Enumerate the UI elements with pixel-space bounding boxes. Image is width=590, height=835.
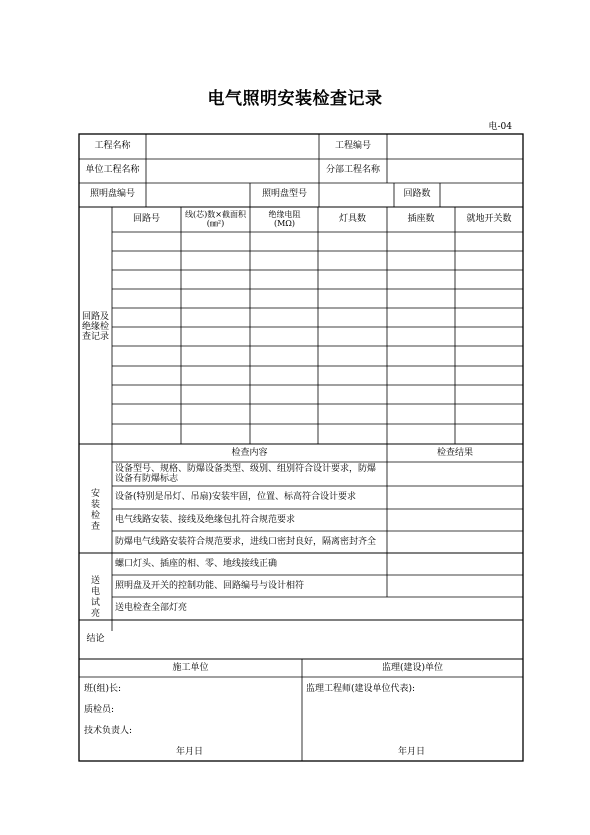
column-local-switch-count: 就地开关数 [466,214,512,224]
column-lamp-count: 灯具数 [338,214,366,224]
supervisor-label: 监理工程师(建设单位代表): [306,684,416,694]
install-item-1: 设备型号、规格、防爆设备类型、级别、组别符合设计要求，防爆设备有防爆标志 [115,464,377,484]
install-section-label: 安装检查 [90,489,100,532]
circuit-count-label: 回路数 [403,189,431,199]
column-socket-count: 插座数 [407,214,435,224]
inspector-label: 质检员: [84,705,115,715]
circuit-section-label: 回路及绝缘检查记录 [81,312,109,342]
power-item-1: 螺口灯头、插座的相、零、地线接线正确 [115,559,278,569]
project-no-label: 工程编号 [334,141,371,151]
column-wire-section: 线(芯)数×截面积(㎜²) [185,210,246,228]
power-item-3: 送电检查全部灯亮 [115,603,188,613]
team-leader-label: 班(组)长: [84,684,122,694]
date-right: 年月日 [398,747,426,757]
unit-project-name-label: 单位工程名称 [85,165,140,175]
power-item-2: 照明盘及开关的控制功能、回路编号与设计相符 [115,581,305,591]
column-insulation-resistance: 绝缘电阻(MΩ) [268,210,301,228]
document-code: 电-04 [488,122,512,132]
supervision-unit-label: 监理(建设)单位 [381,663,444,673]
power-test-section-label: 送电试亮 [90,576,100,619]
tech-lead-label: 技术负责人: [84,726,133,736]
install-item-4: 防爆电气线路安装符合规范要求，进线口密封良好，隔离密封齐全 [115,537,377,547]
check-content-header: 检查内容 [231,448,268,458]
install-item-2: 设备(特别是吊灯、吊扇)安装牢固，位置、标高符合设计要求 [115,492,357,502]
install-item-3: 电气线路安装、接线及绝缘包扎符合规范要求 [115,515,296,525]
page-title: 电气照明安装检查记录 [207,89,383,109]
date-left: 年月日 [176,747,204,757]
panel-model-label: 照明盘型号 [261,189,307,199]
panel-no-label: 照明盘编号 [89,189,135,199]
sub-project-name-label: 分部工程名称 [325,165,380,175]
construction-unit-label: 施工单位 [172,663,209,673]
column-circuit-no: 回路号 [132,214,160,224]
conclusion-label: 结论 [86,634,105,644]
check-result-header: 检查结果 [436,448,473,458]
project-name-label: 工程名称 [94,141,131,151]
